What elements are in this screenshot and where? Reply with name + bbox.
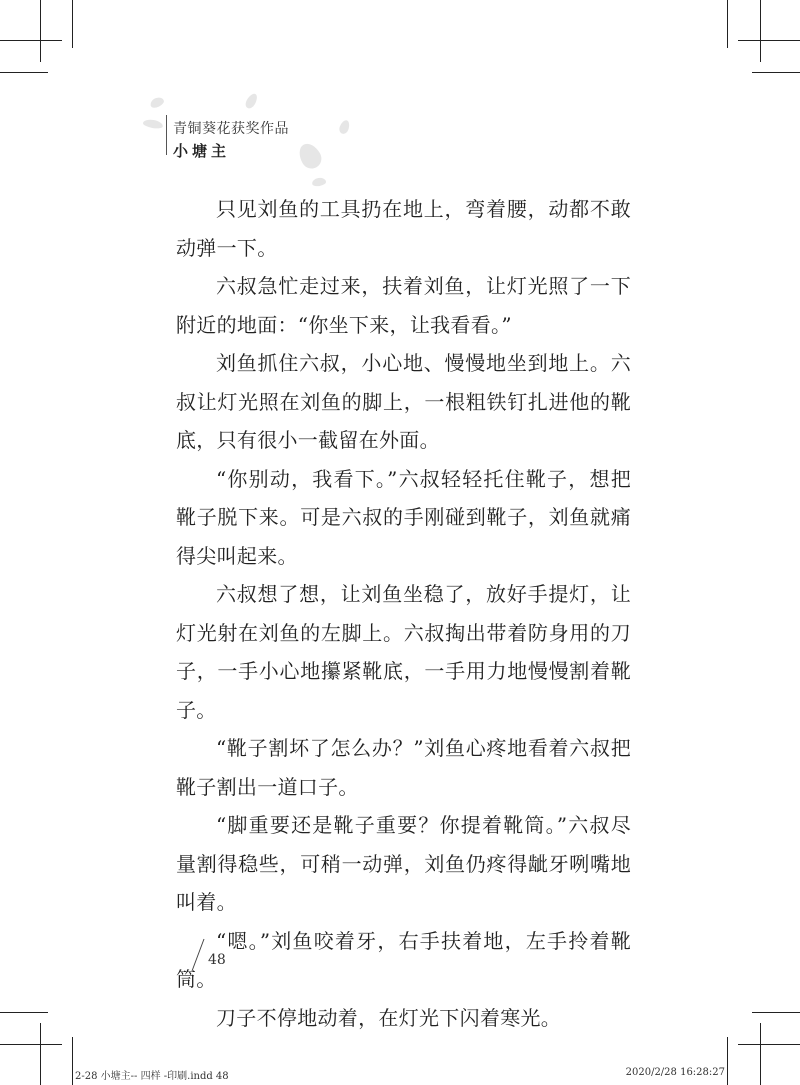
paragraph: “靴子割坏了怎么办？”刘鱼心疼地看着六叔把靴子割出一道口子。 [176,736,631,799]
paragraph: “你别动，我看下。”六叔轻轻托住靴子，想把靴子脱下来。可是六叔的手刚碰到靴子，刘鱼就痛得尖叫起来。 [176,466,631,568]
paragraph: 六叔急忙走过来，扶着刘鱼，让灯光照了一下附近的地面：“你坐下来，让我看看。” [176,274,631,337]
folio [190,938,250,972]
series-title: 青铜葵花获奖作品 [173,121,289,137]
crop-mark [760,1023,761,1085]
crop-mark [40,0,41,62]
crop-mark [0,72,48,73]
running-header [148,90,408,180]
paragraph: 只见刘鱼的工具扔在地上，弯着腰，动都不敢动弹一下。 [176,197,631,260]
crop-mark [40,1023,41,1085]
crop-mark [738,40,800,41]
page-number: 48 [208,952,226,968]
body-text [176,190,631,1037]
slug-timestamp: 2020/2/28 16:28:27 [625,1067,725,1078]
book-title: 小塘主 [173,142,231,160]
folio-slash-icon [190,938,206,972]
crop-mark [0,1012,48,1013]
paragraph: 刘鱼抓住六叔，小心地、慢慢地坐到地上。六叔让灯光照在刘鱼的脚上，一根粗铁钉扎进他的靴底，只有很小一截留在外面。 [176,351,631,452]
crop-mark [727,1037,728,1085]
crop-mark [727,0,728,48]
crop-mark [752,72,800,73]
crop-mark [752,1012,800,1013]
paragraph: 刀子不停地动着，在灯光下闪着寒光。 [216,1005,562,1030]
crop-mark [72,1037,73,1085]
header-rule [166,115,167,155]
paragraph: 六叔想了想，让刘鱼坐稳了，放好手提灯，让灯光射在刘鱼的左脚上。六叔掏出带着防身用的刀子，一手小心地攥紧靴底，一手用力地慢慢割着靴子。 [176,582,631,722]
crop-mark [0,40,62,41]
slug-file: 2-28 小塘主-- 四样 -印刷.indd 48 [75,1071,229,1082]
crop-mark [760,0,761,62]
paragraph: “嗯。”刘鱼咬着牙，右手扶着地，左手拎着靴筒。 [176,928,631,991]
paragraph: “脚重要还是靴子重要？你提着靴筒。”六叔尽量割得稳些，可稍一动弹，刘鱼仍疼得龇牙咧嘴地叫着。 [176,813,631,914]
crop-mark [72,0,73,48]
crop-mark [0,1044,62,1045]
crop-mark [738,1044,800,1045]
